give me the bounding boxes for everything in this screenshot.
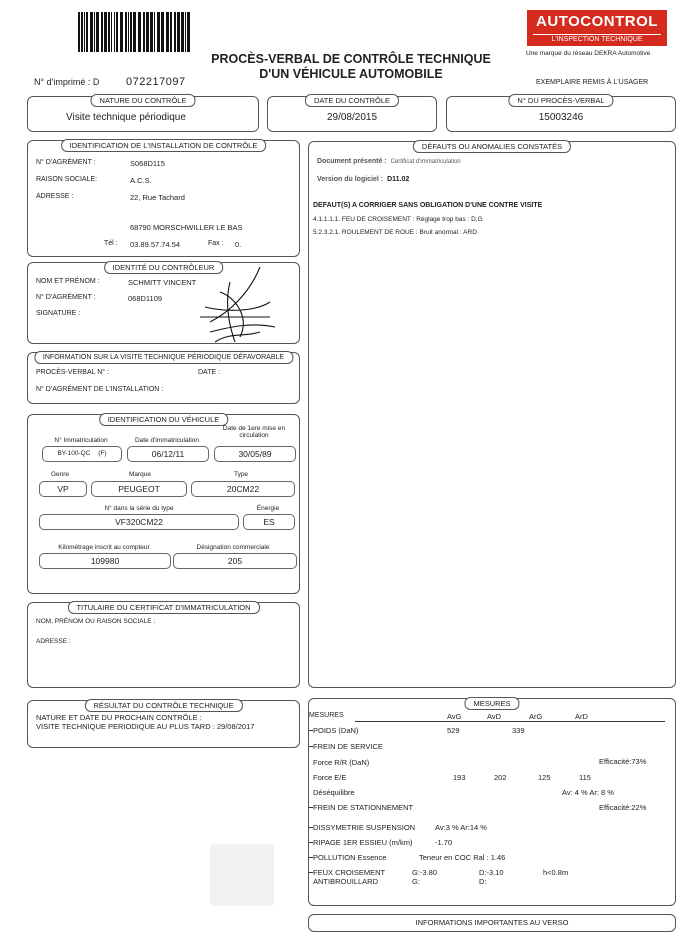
pv-box xyxy=(446,96,676,132)
ripage-label: RIPAGE 1ER ESSIEU (m/km) xyxy=(313,838,413,847)
km-field: 109980 xyxy=(39,553,171,569)
barcode-bar xyxy=(133,12,136,52)
dissymetrie-label: DISSYMETRIE SUSPENSION xyxy=(313,823,416,832)
force-ee-ard: 115 xyxy=(579,773,591,782)
col-ard: ArD xyxy=(575,712,588,721)
logiciel-label: Version du logiciel : xyxy=(317,176,384,183)
energie-label: Énergie xyxy=(256,505,280,512)
barcode-bar xyxy=(116,12,118,52)
dissymetrie-values: Av:3 % Ar:14 % xyxy=(435,823,487,832)
logiciel-value: D11.02 xyxy=(387,176,410,183)
inst-tel-label: Tél : xyxy=(104,240,118,247)
force-rr-label: Force R/R (DaN) xyxy=(313,758,370,767)
barcode-bar xyxy=(146,12,149,52)
barcode-bar xyxy=(130,12,132,52)
def-pv-label: PROCÈS-VERBAL N° : xyxy=(36,369,109,376)
ripage-value: -1.70 xyxy=(435,838,453,847)
barcode-bar xyxy=(170,12,172,52)
doc-presente xyxy=(317,158,461,165)
installation-title: IDENTIFICATION DE L'INSTALLATION DE CONTRÔLE xyxy=(61,139,267,152)
barcode-bar xyxy=(166,12,169,52)
info-verso-box xyxy=(308,914,676,932)
resultat-line1: NATURE ET DATE DU PROCHAIN CONTRÔLE : xyxy=(36,713,202,722)
date-immat-label: Date d'immatriculation xyxy=(134,437,200,444)
pv-value: 15003246 xyxy=(538,112,584,123)
immat-label: N° Immatriculation xyxy=(54,437,108,444)
barcode-bar xyxy=(128,12,129,52)
barcode xyxy=(78,12,190,52)
defaut-code: 4.1.1.1.1. FEU DE CROISEMENT : xyxy=(313,216,415,223)
barcode-bar xyxy=(120,12,123,52)
def-date-label: DATE : xyxy=(198,369,221,376)
barcode-bar xyxy=(174,12,176,52)
barcode-bar xyxy=(114,12,115,52)
barcode-bar xyxy=(78,12,80,52)
barcode-bar xyxy=(101,12,103,52)
logiciel xyxy=(317,176,409,183)
energie-field: ES xyxy=(243,514,295,530)
inst-agrement-value: S068D115 xyxy=(130,159,165,168)
inst-agrement-label: N° D'AGRÉMENT : xyxy=(36,159,96,166)
autocontrol-logo xyxy=(527,10,667,46)
feux-d1: D:-3.10 xyxy=(479,868,504,877)
mesures-header-label: MESURES xyxy=(309,712,344,719)
barcode-bar xyxy=(157,12,160,52)
barcode-bar xyxy=(94,12,95,52)
barcode-bar xyxy=(187,12,190,52)
inst-tel-value: 03.89.57.74.54 xyxy=(130,240,181,249)
barcode-bar xyxy=(86,12,88,52)
designation-field: 205 xyxy=(173,553,297,569)
vehicule-title: IDENTIFICATION DU VÉHICULE xyxy=(99,413,229,426)
col-avg: AvG xyxy=(447,712,462,721)
efficacite-stationnement: Efficacité:22% xyxy=(599,803,647,812)
frein-service-label: FREIN DE SERVICE xyxy=(313,742,383,751)
defaut-detail: Réglage trop bas : D,G xyxy=(416,216,483,223)
inst-fax-label: Fax : xyxy=(208,240,224,247)
feux-d2: D: xyxy=(479,877,487,886)
nature-box xyxy=(27,96,259,132)
mesures-header-rule xyxy=(355,721,665,722)
genre-label: Genre xyxy=(50,471,70,478)
inst-adresse-line2: 68790 MORSCHWILLER LE BAS xyxy=(130,223,243,232)
pv-label: N° DU PROCÈS-VERBAL xyxy=(508,94,613,107)
logo-sub: L'INSPECTION TECHNIQUE xyxy=(533,34,661,45)
date-controle-label: DATE DU CONTRÔLE xyxy=(305,94,399,107)
immat-suffix: (F) xyxy=(98,450,107,457)
efficacite-service: Efficacité:73% xyxy=(599,757,647,766)
logo-text: AUTOCONTROL xyxy=(536,13,658,30)
mesures-box xyxy=(308,698,676,906)
signature-scribble xyxy=(190,262,280,352)
force-ee-arg: 125 xyxy=(538,773,551,782)
exemplaire-label: EXEMPLAIRE REMIS À L'USAGER xyxy=(536,79,649,86)
type-label: Type xyxy=(233,471,249,478)
mesures-title: MESURES xyxy=(464,697,519,710)
titulaire-title: TITULAIRE DU CERTIFICAT D'IMMATRICULATION xyxy=(67,601,259,614)
ctrl-agrement-label: N° D'AGRÉMENT : xyxy=(36,294,96,301)
barcode-bar xyxy=(143,12,145,52)
desequilibre-values: Av: 4 % Ar: 8 % xyxy=(562,788,614,797)
barcode-bar xyxy=(185,12,186,52)
force-ee-label: Force E/E xyxy=(313,773,347,782)
titulaire-box xyxy=(27,602,300,688)
doc-value: Certificat d'immatriculation xyxy=(390,159,461,165)
defaut-detail: Bruit anormal : ARD xyxy=(419,229,477,236)
date-circ-label: Date de 1ere mise en circulation xyxy=(222,425,286,439)
barcode-bar xyxy=(161,12,164,52)
tit-adresse-label: ADRESSE : xyxy=(36,638,71,645)
resultat-box xyxy=(27,700,300,748)
barcode-bar xyxy=(90,12,93,52)
force-ee-avg: 193 xyxy=(453,773,466,782)
immat-value: BY-100-QC xyxy=(57,450,91,457)
barcode-bar xyxy=(181,12,184,52)
barcode-bar xyxy=(111,12,112,52)
barcode-bar xyxy=(138,12,141,52)
barcode-bar xyxy=(125,12,127,52)
defauts-section-title: DEFAUT(S) A CORRIGER SANS OBLIGATION D'UNE CONTRE VISITE xyxy=(313,202,543,209)
ctrl-nom-label: NOM ET PRÉNOM : xyxy=(36,278,100,285)
nature-label: NATURE DU CONTRÔLE xyxy=(91,94,196,107)
designation-label: Désignation commerciale xyxy=(196,544,270,551)
feux-h: h<0.8m xyxy=(543,868,569,877)
feux-g2: G: xyxy=(412,877,420,886)
installation-box xyxy=(27,140,300,257)
resultat-title: RÉSULTAT DU CONTRÔLE TECHNIQUE xyxy=(84,699,242,712)
date-immat-field: 06/12/11 xyxy=(127,446,209,462)
inst-raison-value: A.C.S. xyxy=(130,176,152,185)
frein-stationnement-label: FREIN DE STATIONNEMENT xyxy=(313,803,414,812)
feux-g1: G:-3.80 xyxy=(412,868,438,877)
defauts-box xyxy=(308,141,676,688)
page-title-line2: D'UN VÉHICULE AUTOMOBILE xyxy=(259,67,443,81)
barcode-bar xyxy=(108,12,110,52)
poids-label: POIDS (DaN) xyxy=(313,726,359,735)
inst-raison-label: RAISON SOCIALE: xyxy=(36,176,98,183)
pollution-label: POLLUTION Essence xyxy=(313,853,387,862)
barcode-bar xyxy=(84,12,85,52)
antibrouillard-label: ANTIBROUILLARD xyxy=(313,877,379,886)
defavorable-title: INFORMATION SUR LA VISITE TECHNIQUE PÉRIODIQUE DÉFAVORABLE xyxy=(34,351,293,364)
col-avd: AvD xyxy=(487,712,502,721)
marque-field: PEUGEOT xyxy=(91,481,187,497)
poids-avg: 529 xyxy=(447,726,460,735)
desequilibre-label: Déséquilibre xyxy=(313,788,355,797)
defauts-title: DÉFAUTS OU ANOMALIES CONSTATÉS xyxy=(413,140,571,153)
force-ee-avd: 202 xyxy=(494,773,507,782)
imprime-number: 072217097 xyxy=(126,76,186,88)
date-controle-value: 29/08/2015 xyxy=(326,112,378,123)
defavorable-box xyxy=(27,352,300,404)
feux-croisement-label: FEUX CROISEMENT xyxy=(313,868,386,877)
serie-label: N° dans la série du type xyxy=(104,505,174,512)
barcode-bar xyxy=(81,12,83,52)
serie-field: VF320CM22 xyxy=(39,514,239,530)
barcode-bar xyxy=(96,12,99,52)
tit-nom-label: NOM, PRÉNOM OU RAISON SOCIALE : xyxy=(36,618,156,625)
page-title-line1: PROCÈS-VERBAL DE CONTRÔLE TECHNIQUE xyxy=(211,52,491,66)
info-verso-label: INFORMATIONS IMPORTANTES AU VERSO xyxy=(415,918,569,927)
vehicule-box xyxy=(27,414,300,594)
km-label: Kilométrage inscrit au compteur xyxy=(58,544,150,551)
inst-fax-value: 0. xyxy=(235,240,242,249)
def-agrement-label: N° D'AGRÉMENT DE L'INSTALLATION : xyxy=(36,386,164,393)
col-arg: ArG xyxy=(529,712,543,721)
immat-field xyxy=(42,446,122,462)
date-circ-field: 30/05/89 xyxy=(214,446,296,462)
type-field: 20CM22 xyxy=(191,481,295,497)
defaut-item xyxy=(313,216,483,223)
barcode-bar xyxy=(154,12,155,52)
faint-stamp xyxy=(210,844,274,906)
defaut-code: 5.2.3.2.1. ROULEMENT DE ROUE : xyxy=(313,229,418,236)
nature-value: Visite technique périodique xyxy=(66,112,186,123)
inst-adresse-line1: 22, Rue Tachard xyxy=(130,193,185,202)
marque-label: Marque xyxy=(128,471,152,478)
doc-label: Document présenté : xyxy=(317,158,387,165)
barcode-bar xyxy=(150,12,153,52)
logo-tagline: Une marque du réseau DEKRA Automotive xyxy=(526,50,651,57)
defaut-item xyxy=(313,229,477,236)
poids-avd: 339 xyxy=(512,726,525,735)
ctrl-nom-value: SCHMITT VINCENT xyxy=(128,278,197,287)
inst-adresse-label: ADRESSE : xyxy=(36,193,74,200)
controleur-title: IDENTITÉ DU CONTRÔLEUR xyxy=(104,261,224,274)
date-controle-box xyxy=(267,96,437,132)
imprime-label: N° d'imprimé : D xyxy=(34,77,100,87)
resultat-line2: VISITE TECHNIQUE PERIODIQUE AU PLUS TARD : 29/08/2017 xyxy=(36,722,255,731)
ctrl-agrement-value: 068D1109 xyxy=(128,294,163,303)
barcode-bar xyxy=(104,12,107,52)
ctrl-signature-label: SIGNATURE : xyxy=(36,310,81,317)
barcode-bar xyxy=(177,12,180,52)
genre-field: VP xyxy=(39,481,87,497)
pollution-value: Teneur en COC Ral : 1.46 xyxy=(419,853,506,862)
